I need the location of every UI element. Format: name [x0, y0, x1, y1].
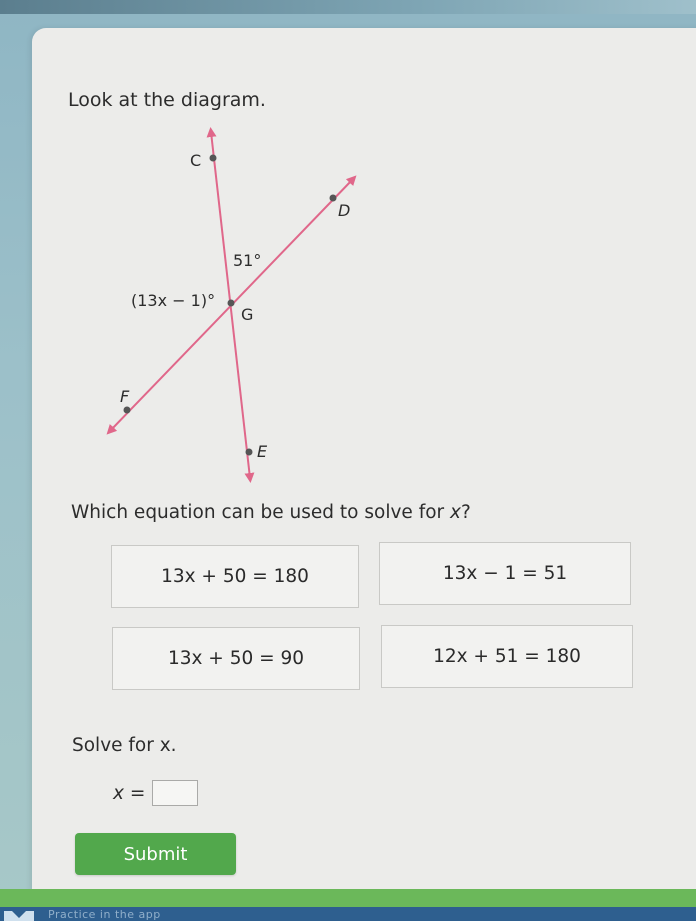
choice-option-3[interactable]: 13x + 50 = 90 — [112, 627, 360, 690]
app-banner-text: Practice in the app — [48, 908, 161, 921]
point-d — [330, 195, 337, 202]
app-logo-icon — [4, 909, 34, 921]
solve-prompt: Solve for x. — [72, 735, 177, 756]
answer-input[interactable] — [152, 780, 198, 806]
point-f — [124, 407, 131, 414]
label-g: G — [241, 305, 254, 324]
label-f: F — [120, 387, 130, 406]
choice-option-4[interactable]: 12x + 51 = 180 — [381, 625, 633, 688]
choice-option-2[interactable]: 13x − 1 = 51 — [379, 542, 631, 605]
point-e — [246, 449, 253, 456]
point-g — [228, 300, 235, 307]
label-d: D — [338, 201, 351, 220]
label-e: E — [257, 442, 268, 461]
question-text: Which equation can be used to solve for x? — [71, 502, 471, 523]
submit-button[interactable]: Submit — [75, 833, 236, 875]
point-c — [210, 155, 217, 162]
angle-label-left: (13x − 1)° — [131, 291, 216, 310]
choice-option-1[interactable]: 13x + 50 = 180 — [111, 545, 359, 608]
x-equals-label: x = — [113, 783, 146, 804]
angle-label-top: 51° — [233, 251, 262, 270]
prompt-text: Look at the diagram. — [68, 89, 266, 111]
label-c: C — [190, 151, 202, 170]
